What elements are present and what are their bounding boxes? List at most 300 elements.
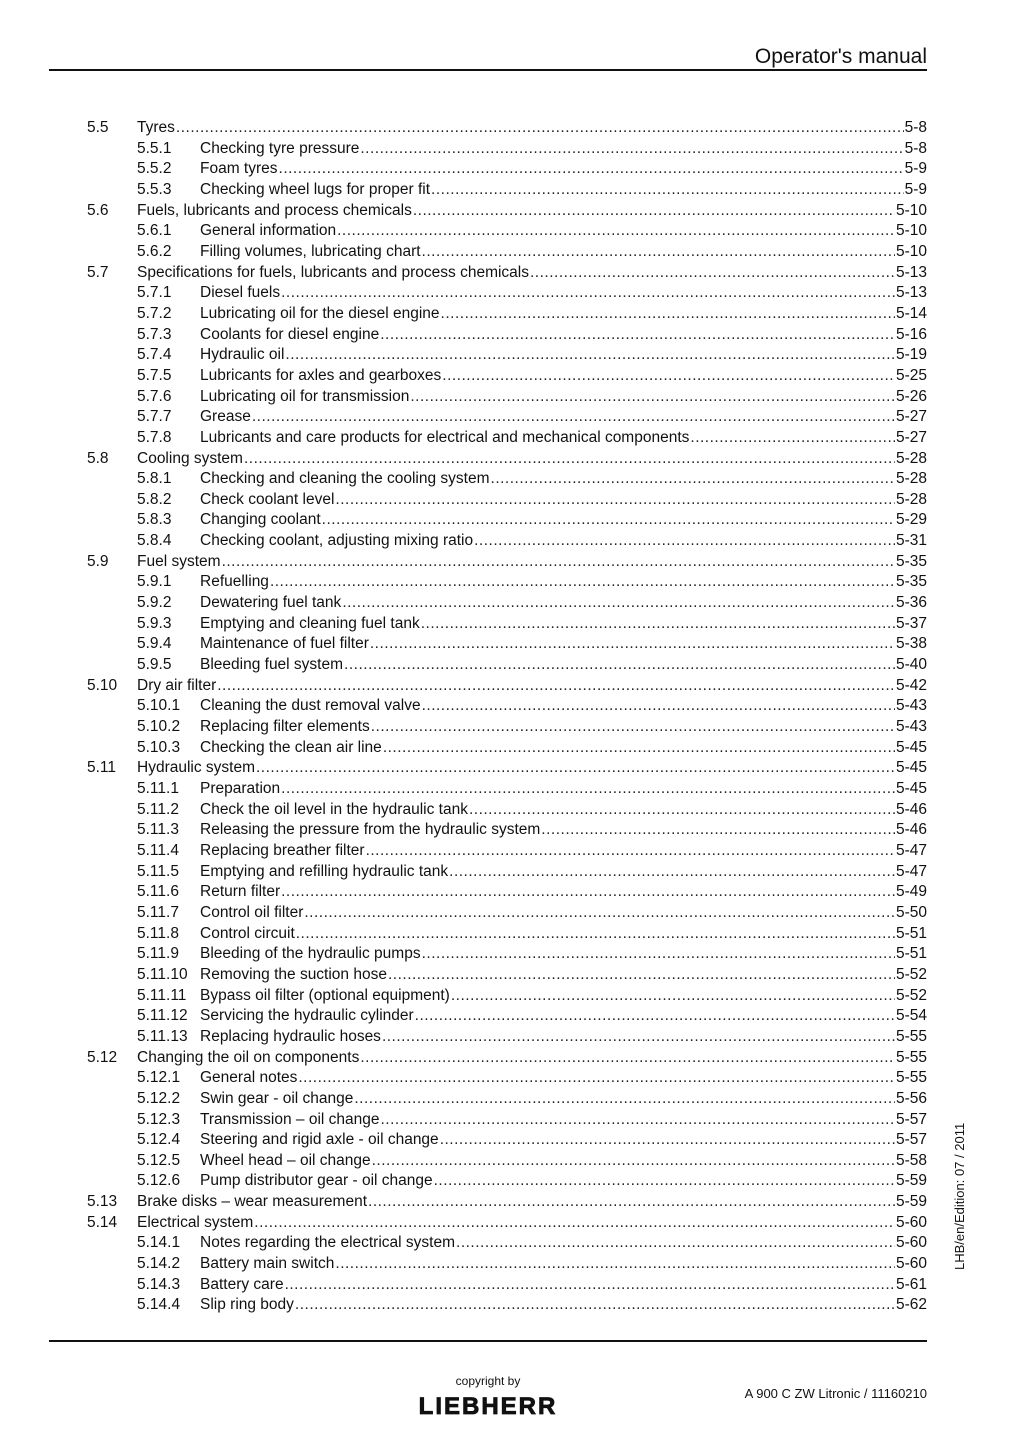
toc-entry-number: 5.7.6 bbox=[137, 387, 172, 405]
toc-entry-page: 5-29 bbox=[895, 511, 927, 529]
table-of-contents bbox=[0, 118, 1024, 1316]
toc-entry-line bbox=[137, 1213, 927, 1234]
toc-entry-page: 5-55 bbox=[895, 1027, 927, 1045]
toc-entry-title: Maintenance of fuel filter bbox=[200, 635, 369, 653]
toc-entry[interactable] bbox=[0, 159, 1024, 180]
toc-entry[interactable] bbox=[0, 1254, 1024, 1275]
dot-leader bbox=[431, 180, 904, 201]
toc-entry-title: Emptying and cleaning fuel tank bbox=[200, 614, 420, 632]
toc-entry-line bbox=[200, 325, 927, 346]
toc-entry[interactable] bbox=[0, 696, 1024, 717]
toc-entry-title: Checking wheel lugs for proper fit bbox=[200, 180, 431, 198]
toc-entry-number: 5.5.3 bbox=[137, 180, 172, 198]
toc-entry[interactable] bbox=[0, 1192, 1024, 1213]
toc-entry[interactable] bbox=[0, 1068, 1024, 1089]
toc-entry-title: Bleeding of the hydraulic pumps bbox=[200, 945, 421, 963]
toc-entry-line bbox=[200, 696, 927, 717]
toc-entry-page: 5-60 bbox=[895, 1213, 927, 1231]
toc-entry[interactable] bbox=[0, 779, 1024, 800]
toc-entry-page: 5-27 bbox=[895, 428, 927, 446]
dot-leader bbox=[279, 159, 904, 180]
dot-leader bbox=[469, 800, 895, 821]
toc-entry[interactable] bbox=[0, 552, 1024, 573]
toc-entry-number: 5.10.2 bbox=[137, 718, 181, 736]
toc-entry[interactable] bbox=[0, 572, 1024, 593]
toc-entry-title: Bleeding fuel system bbox=[200, 656, 344, 674]
toc-entry-number: 5.11.13 bbox=[137, 1027, 188, 1045]
toc-entry[interactable] bbox=[0, 986, 1024, 1007]
toc-entry-number: 5.7.8 bbox=[137, 428, 172, 446]
toc-entry[interactable] bbox=[0, 263, 1024, 284]
toc-entry-page: 5-43 bbox=[895, 697, 927, 715]
toc-entry-page: 5-46 bbox=[895, 821, 927, 839]
toc-entry-line bbox=[200, 366, 927, 387]
dot-leader bbox=[298, 1068, 895, 1089]
dot-leader bbox=[344, 655, 895, 676]
toc-entry-page: 5-51 bbox=[895, 945, 927, 963]
toc-entry-number: 5.5.2 bbox=[137, 160, 172, 178]
liebherr-logo-graphic bbox=[405, 1392, 571, 1418]
toc-entry[interactable] bbox=[0, 717, 1024, 738]
toc-entry-number: 5.8.3 bbox=[137, 511, 172, 529]
toc-entry-line bbox=[200, 1233, 927, 1254]
dot-leader bbox=[322, 510, 895, 531]
toc-entry-page: 5-19 bbox=[895, 346, 927, 364]
toc-entry-page: 5-28 bbox=[895, 470, 927, 488]
toc-entry-title: Transmission – oil change bbox=[200, 1110, 380, 1128]
toc-entry[interactable] bbox=[0, 490, 1024, 511]
toc-entry-line bbox=[200, 965, 927, 986]
toc-entry-page: 5-35 bbox=[895, 552, 927, 570]
toc-entry-page: 5-52 bbox=[895, 986, 927, 1004]
toc-entry-number: 5.7.7 bbox=[137, 408, 172, 426]
toc-entry[interactable] bbox=[0, 676, 1024, 697]
toc-entry[interactable] bbox=[0, 1233, 1024, 1254]
toc-entry-line bbox=[200, 1110, 927, 1131]
toc-entry-number: 5.9.1 bbox=[137, 573, 172, 591]
toc-entry-title: Notes regarding the electrical system bbox=[200, 1234, 456, 1252]
toc-entry-page: 5-58 bbox=[895, 1151, 927, 1169]
toc-entry-title: Checking and cleaning the cooling system bbox=[200, 470, 490, 488]
toc-entry[interactable] bbox=[0, 614, 1024, 635]
toc-entry-title: Cleaning the dust removal valve bbox=[200, 697, 421, 715]
toc-entry-page: 5-10 bbox=[895, 201, 927, 219]
toc-entry-title: Return filter bbox=[200, 883, 281, 901]
toc-entry-number: 5.11.10 bbox=[137, 965, 188, 983]
toc-entry-title: Replacing hydraulic hoses bbox=[200, 1027, 381, 1045]
toc-entry-number: 5.12.6 bbox=[137, 1172, 181, 1190]
toc-entry-line bbox=[200, 469, 927, 490]
toc-entry[interactable] bbox=[0, 1213, 1024, 1234]
toc-entry-title: Dry air filter bbox=[137, 676, 217, 694]
toc-entry-page: 5-54 bbox=[895, 1007, 927, 1025]
toc-entry[interactable] bbox=[0, 139, 1024, 160]
toc-entry-line bbox=[200, 428, 927, 449]
toc-entry-number: 5.11.2 bbox=[137, 800, 179, 818]
toc-entry-number: 5.11.11 bbox=[137, 986, 187, 1004]
toc-entry-page: 5-28 bbox=[895, 490, 927, 508]
toc-entry[interactable] bbox=[0, 449, 1024, 470]
toc-entry-title: Changing the oil on components bbox=[137, 1048, 360, 1066]
model-number: A 900 C ZW Litronic / 11160210 bbox=[744, 1386, 927, 1401]
toc-entry[interactable] bbox=[0, 1130, 1024, 1151]
toc-entry-title: Slip ring body bbox=[200, 1296, 294, 1314]
toc-entry-page: 5-40 bbox=[895, 656, 927, 674]
toc-entry-page: 5-57 bbox=[895, 1131, 927, 1149]
toc-entry-line bbox=[137, 1048, 927, 1069]
toc-entry[interactable] bbox=[0, 1151, 1024, 1172]
toc-entry[interactable] bbox=[0, 428, 1024, 449]
toc-entry-line bbox=[200, 655, 927, 676]
toc-entry-number: 5.11.4 bbox=[137, 841, 179, 859]
toc-entry-number: 5.6 bbox=[87, 201, 109, 219]
dot-leader bbox=[422, 944, 895, 965]
toc-entry[interactable] bbox=[0, 242, 1024, 263]
toc-entry-title: Removing the suction hose bbox=[200, 965, 387, 983]
dot-leader bbox=[456, 1233, 895, 1254]
liebherr-logo bbox=[405, 1392, 571, 1423]
toc-entry-page: 5-8 bbox=[904, 119, 927, 136]
toc-entry-line bbox=[200, 490, 927, 511]
toc-entry-number: 5.7.2 bbox=[137, 304, 172, 322]
toc-entry-page: 5-31 bbox=[895, 532, 927, 550]
toc-entry-number: 5.14.4 bbox=[137, 1296, 181, 1314]
toc-entry-number: 5.9.2 bbox=[137, 594, 172, 612]
toc-entry[interactable] bbox=[0, 407, 1024, 428]
toc-entry-page: 5-47 bbox=[895, 862, 927, 880]
toc-entry-title: Check the oil level in the hydraulic tank bbox=[200, 800, 468, 818]
toc-entry-title: Control oil filter bbox=[200, 903, 304, 921]
toc-entry-line bbox=[137, 118, 927, 139]
dot-leader bbox=[335, 490, 895, 511]
toc-entry[interactable] bbox=[0, 862, 1024, 883]
liebherr-logo-text: LIEBHERR bbox=[418, 1393, 558, 1418]
toc-entry[interactable] bbox=[0, 882, 1024, 903]
toc-entry[interactable] bbox=[0, 593, 1024, 614]
toc-entry-number: 5.14 bbox=[87, 1213, 118, 1231]
toc-entry-page: 5-59 bbox=[895, 1193, 927, 1211]
toc-entry-page: 5-13 bbox=[895, 263, 927, 281]
toc-entry-title: General information bbox=[200, 222, 337, 240]
toc-entry-line bbox=[200, 1068, 927, 1089]
toc-entry[interactable] bbox=[0, 1295, 1024, 1316]
toc-entry[interactable] bbox=[0, 903, 1024, 924]
dot-leader bbox=[434, 1171, 895, 1192]
dot-leader bbox=[449, 862, 895, 883]
dot-leader bbox=[304, 903, 895, 924]
toc-entry-number: 5.14.2 bbox=[137, 1255, 181, 1273]
toc-entry-title: Emptying and refilling hydraulic tank bbox=[200, 862, 449, 880]
toc-entry-number: 5.7.1 bbox=[137, 284, 172, 302]
toc-entry-title: Hydraulic system bbox=[137, 759, 255, 777]
dot-leader bbox=[421, 614, 895, 635]
toc-entry-line bbox=[200, 531, 927, 552]
toc-entry-title: Checking coolant, adjusting mixing ratio bbox=[200, 532, 474, 550]
toc-entry-page: 5-45 bbox=[895, 780, 927, 797]
toc-entry-number: 5.11.8 bbox=[137, 924, 179, 942]
dot-leader bbox=[380, 1110, 894, 1131]
toc-entry[interactable] bbox=[0, 325, 1024, 346]
toc-entry-line bbox=[200, 1171, 927, 1192]
toc-entry-number: 5.11.7 bbox=[137, 903, 179, 921]
toc-entry-page: 5-14 bbox=[895, 304, 927, 322]
dot-leader bbox=[370, 634, 895, 655]
toc-entry-page: 5-28 bbox=[895, 449, 927, 467]
dot-leader bbox=[422, 242, 895, 263]
toc-entry-page: 5-42 bbox=[895, 676, 927, 694]
toc-entry[interactable] bbox=[0, 820, 1024, 841]
toc-entry-line bbox=[137, 201, 927, 222]
toc-entry-line bbox=[200, 779, 927, 800]
dot-leader bbox=[281, 779, 895, 800]
toc-entry[interactable] bbox=[0, 366, 1024, 387]
toc-entry-line bbox=[200, 283, 927, 304]
toc-entry-line bbox=[137, 1192, 927, 1213]
toc-entry[interactable] bbox=[0, 531, 1024, 552]
dot-leader bbox=[285, 1275, 895, 1296]
toc-entry[interactable] bbox=[0, 180, 1024, 201]
toc-entry-page: 5-61 bbox=[895, 1275, 927, 1293]
toc-entry-line bbox=[200, 1006, 927, 1027]
toc-entry[interactable] bbox=[0, 469, 1024, 490]
toc-entry-line bbox=[200, 387, 927, 408]
toc-entry-page: 5-35 bbox=[895, 573, 927, 591]
toc-entry-title: Tyres bbox=[137, 119, 175, 136]
toc-entry-number: 5.7.3 bbox=[137, 325, 172, 343]
toc-entry[interactable] bbox=[0, 1275, 1024, 1296]
toc-entry-number: 5.11.5 bbox=[137, 862, 179, 880]
toc-entry[interactable] bbox=[0, 1089, 1024, 1110]
toc-entry[interactable] bbox=[0, 304, 1024, 325]
toc-entry[interactable] bbox=[0, 841, 1024, 862]
toc-entry-number: 5.9 bbox=[87, 552, 109, 570]
toc-entry-line bbox=[200, 614, 927, 635]
toc-entry[interactable] bbox=[0, 800, 1024, 821]
dot-leader bbox=[244, 449, 895, 470]
toc-entry-number: 5.5.1 bbox=[137, 139, 172, 157]
toc-entry-line bbox=[200, 986, 927, 1007]
toc-entry-line bbox=[200, 242, 927, 263]
toc-entry-page: 5-10 bbox=[895, 222, 927, 240]
toc-entry-number: 5.9.3 bbox=[137, 614, 172, 632]
toc-entry-number: 5.11.1 bbox=[137, 780, 179, 797]
toc-entry[interactable] bbox=[0, 634, 1024, 655]
toc-entry-title: Coolants for diesel engine bbox=[200, 325, 380, 343]
toc-entry-number: 5.9.4 bbox=[137, 635, 172, 653]
toc-entry-title: Lubricating oil for the diesel engine bbox=[200, 304, 440, 322]
toc-entry-number: 5.7 bbox=[87, 263, 109, 281]
toc-entry-line bbox=[200, 180, 927, 201]
toc-entry[interactable] bbox=[0, 221, 1024, 242]
toc-entry-number: 5.12.5 bbox=[137, 1151, 181, 1169]
toc-entry-number: 5.7.5 bbox=[137, 366, 172, 384]
toc-entry-title: Refuelling bbox=[200, 573, 269, 591]
toc-entry-page: 5-45 bbox=[895, 738, 927, 756]
dot-leader bbox=[217, 676, 895, 697]
toc-entry-title: Specifications for fuels, lubricants and process chemicals bbox=[137, 263, 529, 281]
dot-leader bbox=[382, 1027, 895, 1048]
toc-entry[interactable] bbox=[0, 1006, 1024, 1027]
toc-entry-number: 5.6.2 bbox=[137, 242, 172, 260]
toc-entry-page: 5-55 bbox=[895, 1048, 927, 1066]
toc-entry-line bbox=[200, 1295, 927, 1316]
dot-leader bbox=[491, 469, 895, 490]
toc-entry-page: 5-55 bbox=[895, 1069, 927, 1087]
toc-entry-number: 5.12.2 bbox=[137, 1089, 181, 1107]
toc-entry-line bbox=[200, 593, 927, 614]
toc-entry-title: Foam tyres bbox=[200, 160, 278, 178]
toc-entry-number: 5.11 bbox=[87, 759, 117, 777]
toc-entry-page: 5-51 bbox=[895, 924, 927, 942]
toc-entry-title: Checking tyre pressure bbox=[200, 139, 360, 157]
toc-entry[interactable] bbox=[0, 1048, 1024, 1069]
dot-leader bbox=[366, 841, 895, 862]
toc-entry-number: 5.12.4 bbox=[137, 1131, 181, 1149]
toc-entry-title: Steering and rigid axle - oil change bbox=[200, 1131, 439, 1149]
toc-entry-number: 5.10 bbox=[87, 676, 118, 694]
toc-entry[interactable] bbox=[0, 1110, 1024, 1131]
dot-leader bbox=[296, 924, 895, 945]
toc-entry-line bbox=[200, 407, 927, 428]
toc-entry[interactable] bbox=[0, 345, 1024, 366]
dot-leader bbox=[380, 325, 895, 346]
toc-entry-page: 5-16 bbox=[895, 325, 927, 343]
footer-rule bbox=[49, 1340, 927, 1342]
toc-entry-line bbox=[200, 1254, 927, 1275]
toc-entry-line bbox=[200, 1130, 927, 1151]
toc-entry-title: Electrical system bbox=[137, 1213, 254, 1231]
toc-entry-line bbox=[137, 263, 927, 284]
dot-leader bbox=[410, 387, 895, 408]
header-rule bbox=[49, 69, 927, 71]
toc-entry[interactable] bbox=[0, 1027, 1024, 1048]
toc-entry[interactable] bbox=[0, 1171, 1024, 1192]
toc-entry-line bbox=[137, 758, 927, 779]
toc-entry-number: 5.13 bbox=[87, 1193, 118, 1211]
dot-leader bbox=[270, 572, 895, 593]
toc-entry-title: Battery care bbox=[200, 1275, 284, 1293]
toc-entry-page: 5-57 bbox=[895, 1110, 927, 1128]
toc-entry-number: 5.14.1 bbox=[137, 1234, 181, 1252]
dot-leader bbox=[388, 965, 895, 986]
toc-entry-page: 5-9 bbox=[904, 160, 927, 178]
dot-leader bbox=[256, 758, 895, 779]
toc-entry-line bbox=[200, 345, 927, 366]
toc-entry-line bbox=[200, 159, 927, 180]
dot-leader bbox=[413, 201, 895, 222]
toc-entry-title: Swin gear - oil change bbox=[200, 1089, 354, 1107]
toc-entry[interactable] bbox=[0, 283, 1024, 304]
dot-leader bbox=[281, 283, 895, 304]
toc-entry-line bbox=[200, 634, 927, 655]
toc-entry-page: 5-56 bbox=[895, 1089, 927, 1107]
toc-entry-title: Lubricating oil for transmission bbox=[200, 387, 410, 405]
dot-leader bbox=[335, 1254, 895, 1275]
toc-entry-page: 5-9 bbox=[904, 180, 927, 198]
toc-entry-page: 5-10 bbox=[895, 242, 927, 260]
toc-entry-title: Preparation bbox=[200, 780, 281, 797]
toc-entry-line bbox=[200, 841, 927, 862]
dot-leader bbox=[372, 1151, 895, 1172]
toc-entry-title: Lubricants for axles and gearboxes bbox=[200, 366, 442, 384]
toc-entry-page: 5-38 bbox=[895, 635, 927, 653]
toc-entry[interactable] bbox=[0, 387, 1024, 408]
dot-leader bbox=[360, 1048, 895, 1069]
toc-entry-number: 5.6.1 bbox=[137, 222, 172, 240]
dot-leader bbox=[383, 738, 895, 759]
toc-entry-page: 5-26 bbox=[895, 387, 927, 405]
toc-entry-line bbox=[137, 552, 927, 573]
dot-leader bbox=[441, 304, 895, 325]
dot-leader bbox=[371, 717, 895, 738]
toc-entry-number: 5.8.1 bbox=[137, 470, 172, 488]
toc-entry-line bbox=[200, 820, 927, 841]
toc-entry-title: Replacing filter elements bbox=[200, 718, 370, 736]
toc-entry-number: 5.10.1 bbox=[137, 697, 181, 715]
toc-entry-line bbox=[137, 449, 927, 470]
toc-entry[interactable] bbox=[0, 201, 1024, 222]
dot-leader bbox=[252, 407, 895, 428]
toc-entry-line bbox=[200, 1275, 927, 1296]
dot-leader bbox=[360, 139, 903, 160]
copyright-label: copyright by bbox=[455, 1374, 521, 1388]
dot-leader bbox=[281, 882, 895, 903]
toc-entry[interactable] bbox=[0, 510, 1024, 531]
toc-entry-title: Hydraulic oil bbox=[200, 346, 285, 364]
dot-leader bbox=[451, 986, 895, 1007]
toc-entry-line bbox=[200, 304, 927, 325]
toc-entry-number: 5.11.6 bbox=[137, 883, 179, 901]
toc-entry-line bbox=[200, 738, 927, 759]
toc-entry-page: 5-25 bbox=[895, 366, 927, 384]
toc-entry[interactable] bbox=[0, 965, 1024, 986]
toc-entry-line bbox=[200, 1027, 927, 1048]
toc-entry-title: Lubricants and care products for electrical and mechanical components bbox=[200, 428, 690, 446]
toc-entry[interactable] bbox=[0, 944, 1024, 965]
toc-entry-line bbox=[200, 139, 927, 160]
toc-entry-title: Filling volumes, lubricating chart bbox=[200, 242, 421, 260]
toc-entry[interactable] bbox=[0, 118, 1024, 139]
toc-entry-line bbox=[200, 903, 927, 924]
toc-entry[interactable] bbox=[0, 758, 1024, 779]
toc-entry-line bbox=[200, 1151, 927, 1172]
toc-entry-page: 5-60 bbox=[895, 1255, 927, 1273]
toc-entry-line bbox=[200, 882, 927, 903]
toc-entry-title: Cooling system bbox=[137, 449, 243, 467]
toc-entry[interactable] bbox=[0, 738, 1024, 759]
dot-leader bbox=[442, 366, 895, 387]
toc-entry-title: Brake disks – wear measurement bbox=[137, 1193, 368, 1211]
dot-leader bbox=[440, 1130, 895, 1151]
toc-entry-line bbox=[200, 862, 927, 883]
toc-entry-title: Bypass oil filter (optional equipment) bbox=[200, 986, 450, 1004]
header-title: Operator's manual bbox=[754, 45, 927, 68]
dot-leader bbox=[474, 531, 895, 552]
toc-entry-title: Wheel head – oil change bbox=[200, 1151, 371, 1169]
edition-label: LHB/en/Edition: 07 / 2011 bbox=[952, 1122, 967, 1270]
dot-leader bbox=[690, 428, 895, 449]
toc-entry-line bbox=[200, 800, 927, 821]
toc-entry-number: 5.8 bbox=[87, 449, 109, 467]
toc-entry-page: 5-62 bbox=[895, 1296, 927, 1314]
toc-entry[interactable] bbox=[0, 924, 1024, 945]
toc-entry-line bbox=[200, 1089, 927, 1110]
dot-leader bbox=[337, 221, 895, 242]
toc-entry-page: 5-36 bbox=[895, 594, 927, 612]
toc-entry-number: 5.9.5 bbox=[137, 656, 172, 674]
dot-leader bbox=[354, 1089, 895, 1110]
toc-entry[interactable] bbox=[0, 655, 1024, 676]
